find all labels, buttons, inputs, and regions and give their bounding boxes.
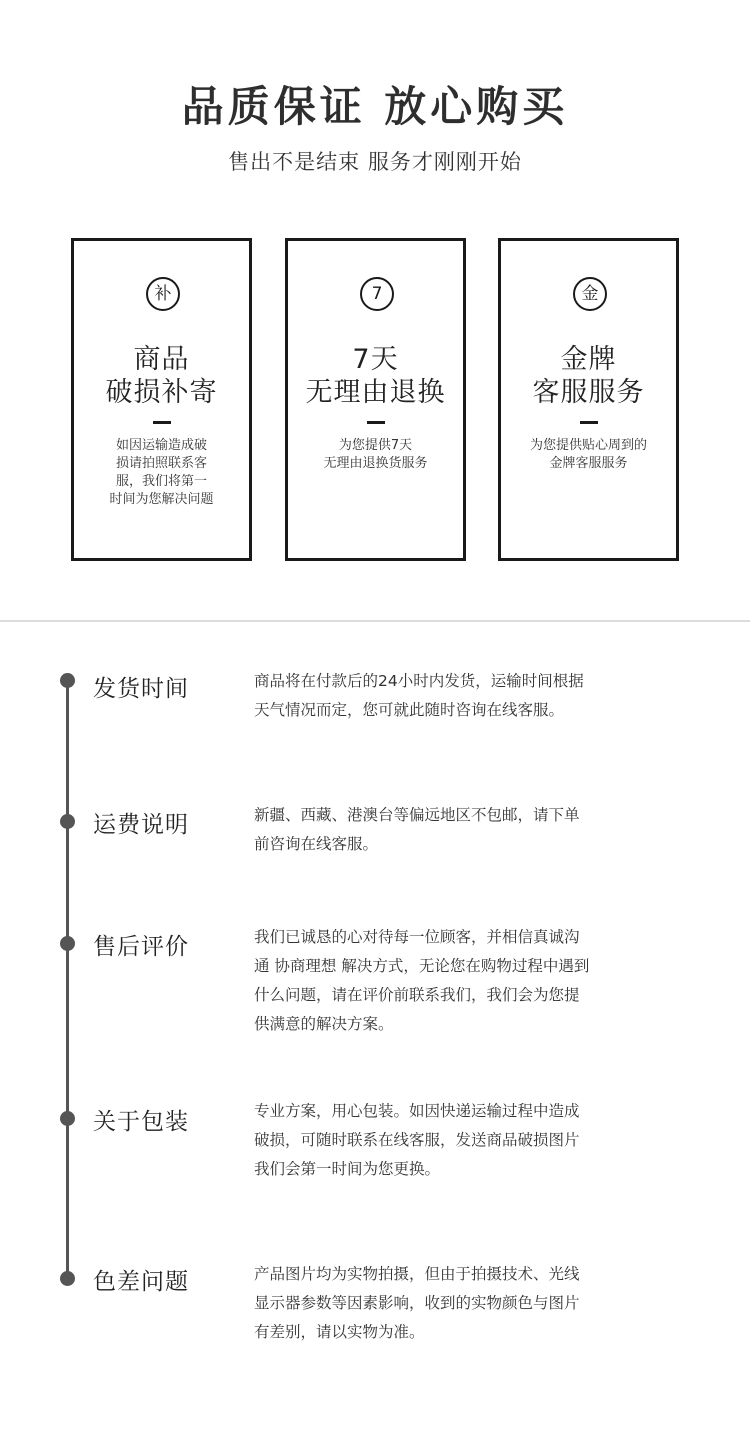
card-title: 商品 破损补寄 [105,344,218,408]
timeline-line [66,680,69,1281]
timeline-dot [60,936,75,951]
timeline-label-shipping: 发货时间 [93,676,189,702]
timeline-text-color: 产品图片均为实物拍摄，但由于拍摄技术、光线 显示器参数等因素影响，收到的实物颜色与图片 有差别，请以实物为准。 [254,1265,580,1341]
card-title: 7天 无理由退换 [305,344,446,408]
timeline-dot [60,1271,75,1286]
timeline-label-color: 色差问题 [93,1269,189,1295]
timeline-dot [60,814,75,829]
card-description: 为您提供7天 无理由退换货服务 [323,438,428,471]
guarantee-card-return [285,238,466,561]
card-description: 为您提供贴心周到的 金牌客服服务 [529,438,647,471]
timeline-dot [60,673,75,688]
gold-medal-icon: 金 [573,277,607,311]
card-dash [367,421,385,424]
card-dash [580,421,598,424]
timeline-label-review: 售后评价 [93,934,189,960]
section-divider [0,620,750,622]
guarantee-card-service [498,238,679,561]
timeline-text-review: 我们已诚恳的心对待每一位顾客，并相信真诚沟 通 协商理想 解决方式，无论您在购物过程中遇到 什么问题，请在评价前联系我们，我们会为您提 供满意的解决方案。 [254,928,590,1033]
page-subtitle: 售出不是结束 服务才刚刚开始 [228,150,522,174]
timeline-label-packaging: 关于包装 [93,1109,189,1135]
timeline-text-freight: 新疆、西藏、港澳台等偏远地区不包邮，请下单 前咨询在线客服。 [254,806,580,853]
replace-icon: 补 [146,277,180,311]
timeline-text-packaging: 专业方案，用心包装。如因快递运输过程中造成 破损，可随时联系在线客服，发送商品破损图片 我们会第一时间为您更换。 [254,1102,580,1178]
card-title: 金牌 客服服务 [532,344,645,408]
card-description: 如因运输造成破 损请拍照联系客 服，我们将第一 时间为您解决问题 [109,438,214,507]
timeline-label-freight: 运费说明 [93,812,189,838]
timeline-text-shipping: 商品将在付款后的24小时内发货，运输时间根据 天气情况而定，您可就此随时咨询在线客服。 [254,672,584,719]
page-title: 品质保证 放心购买 [181,82,569,131]
seven-day-icon: 7 [360,277,394,311]
timeline-dot [60,1111,75,1126]
card-dash [153,421,171,424]
guarantee-card-damage [71,238,252,561]
